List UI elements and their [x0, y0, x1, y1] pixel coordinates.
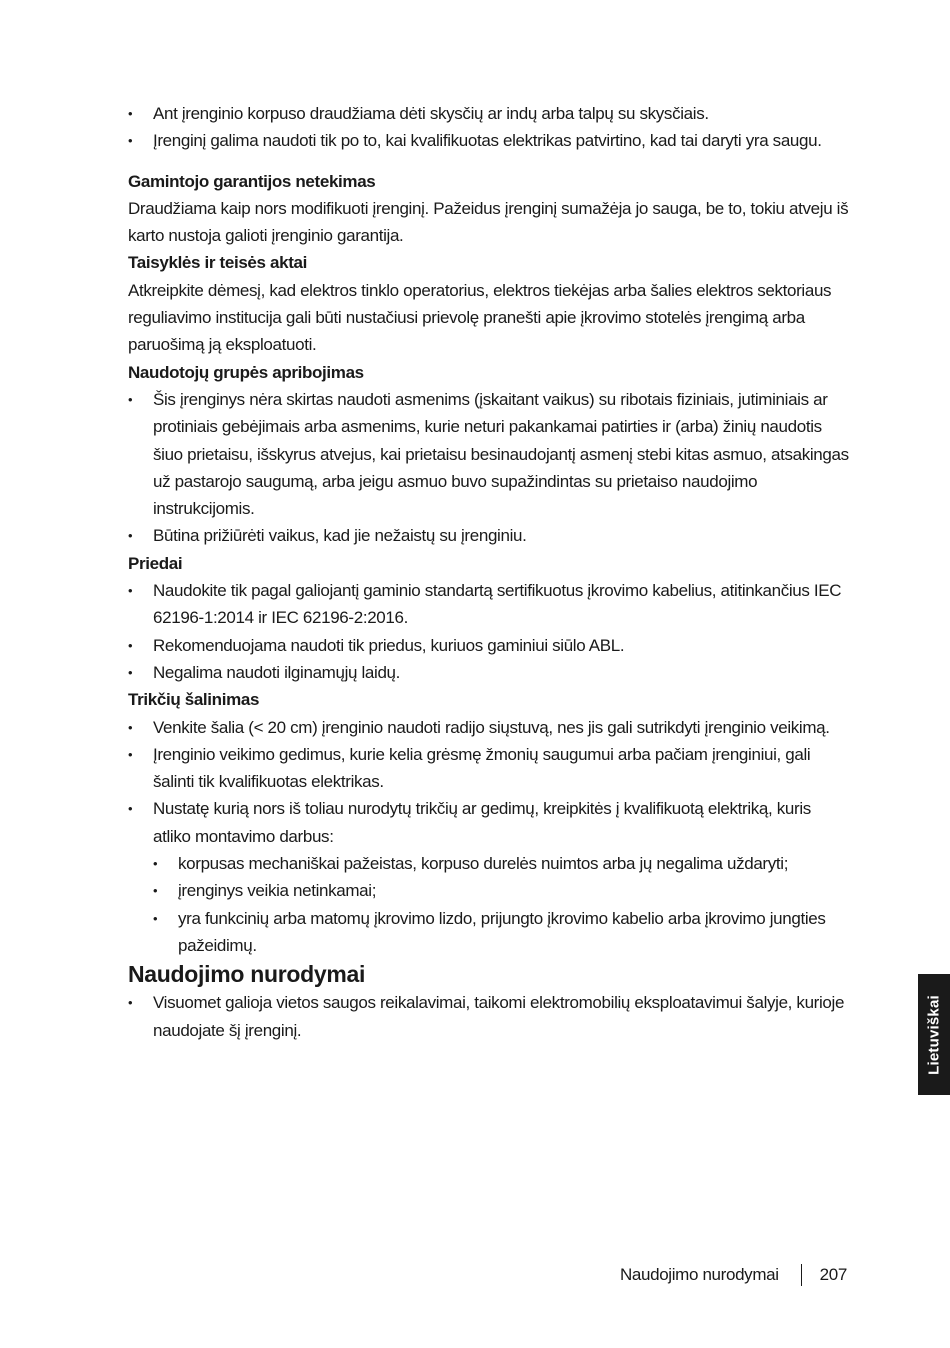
list-item: • Venkite šalia (< 20 cm) įrenginio naudoti radijo siųstuvą, nes jis gali sutrikdyti įrenginio veikimą. — [128, 714, 850, 741]
sub-list-item: • yra funkcinių arba matomų įkrovimo lizdo, prijungto įkrovimo kabelio arba įkrovimo jungties pažeidimų. — [128, 905, 850, 960]
page-number: 207 — [819, 1265, 847, 1284]
language-tab — [918, 974, 950, 1095]
language-tab-label: Lietuviškai — [925, 994, 943, 1075]
page-content — [128, 100, 850, 1044]
troubleshooting-title: Trikčių šalinimas — [128, 690, 260, 710]
list-item: • Įrenginį galima naudoti tik po to, kai kvalifikuotas elektrikas patvirtino, kad tai daryti yra saugu. — [128, 127, 850, 154]
top-bullet-list — [128, 100, 850, 155]
page-footer — [620, 1264, 847, 1286]
list-item: • Negalima naudoti ilginamųjų laidų. — [128, 659, 850, 686]
list-item: • Naudokite tik pagal galiojantį gaminio standartą sertifikuotus įkrovimo kabelius, atitinkančius IEC 62196-1:2014 ir IEC 62196-2:2016. — [128, 577, 850, 632]
list-item: • Ant įrenginio korpuso draudžiama dėti skysčių ar indų arba talpų su skysčiais. — [128, 100, 850, 127]
footer-divider — [801, 1264, 802, 1286]
list-item: • Rekomenduojama naudoti tik priedus, kuriuos gaminiui siūlo ABL. — [128, 632, 850, 659]
footer-section-title: Naudojimo nurodymai — [619, 1265, 779, 1284]
list-item: • Būtina prižiūrėti vaikus, kad jie nežaistų su įrenginiu. — [128, 522, 850, 549]
list-item: • Šis įrenginys nėra skirtas naudoti asmenims (įskaitant vaikus) su ribotais fiziniais, jutiminiais ar protiniais gebėjimais arba asmenims, kurie neturi pakankamai patirties ir (arba) žinių naudotis šiuo prietaisu, išskyrus atvejus, kai prietaisu besinaudojantį asmenį stebi kitas asmuo, atsakingas už pastarojo saugumą, arba jeigu asmuo buvo supažindintas su prietaiso naudojimo instrukcijomis. — [128, 386, 850, 522]
rules-title: Taisyklės ir teisės aktai — [128, 253, 308, 273]
troubleshooting-list — [128, 714, 850, 960]
usage-heading: Naudojimo nurodymai — [128, 961, 366, 988]
sub-list-item: • įrenginys veikia netinkamai; — [128, 877, 850, 904]
accessories-title: Priedai — [128, 553, 183, 573]
warranty-title: Gamintojo garantijos netekimas — [128, 171, 376, 191]
usage-list — [128, 989, 850, 1044]
user-group-list — [128, 386, 850, 550]
sub-list-item: • korpusas mechaniškai pažeistas, korpuso durelės nuimtos arba jų negalima uždaryti; — [128, 850, 850, 877]
list-item: • Visuomet galioja vietos saugos reikalavimai, taikomi elektromobilių eksploatavimui šalyje, kurioje naudojate šį įrenginį. — [128, 989, 850, 1044]
list-item: • Nustatę kurią nors iš toliau nurodytų trikčių ar gedimų, kreipkitės į kvalifikuotą elektriką, kuris atliko montavimo darbus: — [128, 795, 850, 850]
user-group-title: Naudotojų grupės apribojimas — [128, 362, 364, 382]
accessories-list — [128, 577, 850, 686]
warranty-text: Draudžiama kaip nors modifikuoti įrenginį. Pažeidus įrenginį sumažėja jo sauga, be to, tokiu atveju iš karto nustoja galioti įrenginio garantija. — [128, 198, 849, 246]
list-item: • Įrenginio veikimo gedimus, kurie kelia grėsmę žmonių saugumui arba pačiam įrenginiui, gali šalinti tik kvalifikuotas elektrikas. — [128, 741, 850, 796]
rules-text: Atkreipkite dėmesį, kad elektros tinklo operatorius, elektros tiekėjas arba šalies elektros sektoriaus reguliavimo institucija gali būti nustačiusi prievolę pranešti apie įkrovimo stotelės įrengimą arba paruošimą ją eksploatuoti. — [128, 280, 832, 355]
